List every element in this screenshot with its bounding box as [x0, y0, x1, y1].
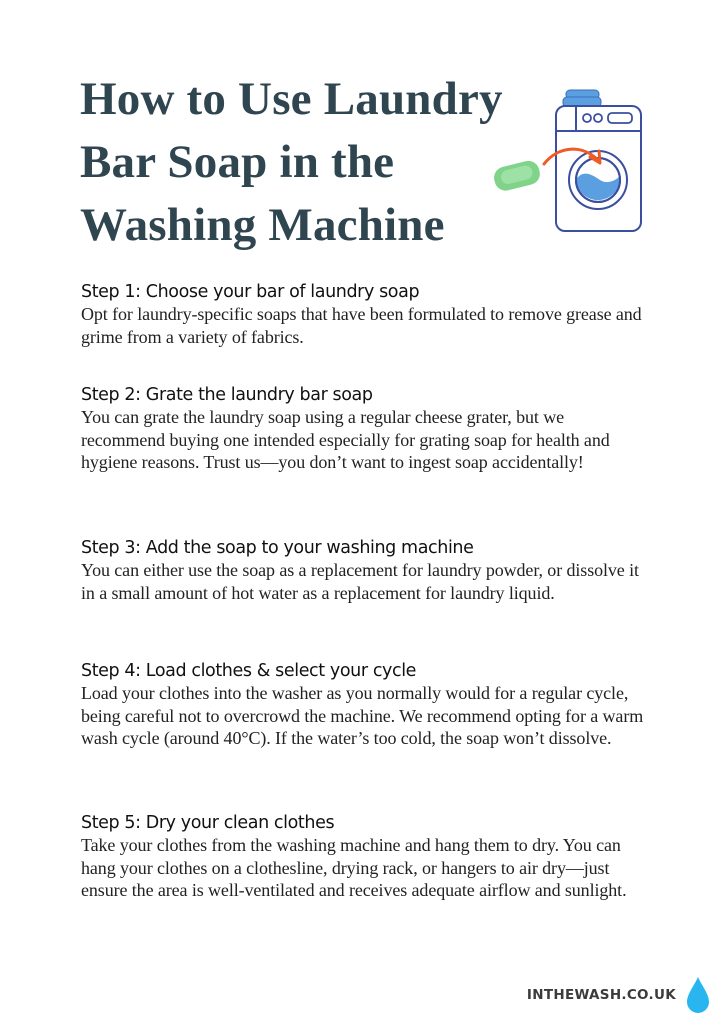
step-4: [81, 660, 651, 750]
step-2: [81, 384, 651, 474]
title-line-2: Bar Soap in the: [80, 136, 395, 188]
water-drop-icon: [686, 976, 710, 1014]
title-line-1: How to Use Laundry: [80, 73, 503, 125]
title-line-3: Washing Machine: [80, 199, 445, 251]
washing-machine-illustration: [486, 84, 646, 236]
step-2-heading: Step 2: Grate the laundry bar soap: [81, 385, 373, 405]
footer-branding: [527, 976, 710, 1014]
step-5-body: Take your clothes from the washing machine and hang them to dry. You can hang your clothes on a clothesline, drying rack, or hangers to air dry—just ensure the area is well-ventilated and receives adequate airflow and sunlight.: [81, 835, 627, 900]
step-3: [81, 537, 651, 604]
step-1-body: Opt for laundry-specific soaps that have been formulated to remove grease and grime from a variety of fabrics.: [81, 304, 642, 347]
step-4-body: Load your clothes into the washer as you normally would for a regular cycle, being careful not to overcrowd the machine. We recommend opting for a warm wash cycle (around 40°C). If the water’s too cold, the soap won’t dissolve.: [81, 683, 644, 748]
step-4-heading: Step 4: Load clothes & select your cycle: [81, 661, 417, 681]
brand-link[interactable]: INTHEWASH.CO.UK: [526, 987, 676, 1003]
step-2-body: You can grate the laundry soap using a regular cheese grater, but we recommend buying one intended especially for grating soap for health and hygiene reasons. Trust us—you don’t want to ingest soap accidentally!: [81, 407, 610, 472]
step-3-body: You can either use the soap as a replacement for laundry powder, or dissolve it in a small amount of hot water as a replacement for laundry liquid.: [81, 560, 639, 603]
step-5-heading: Step 5: Dry your clean clothes: [81, 813, 335, 833]
washing-machine-with-soap-icon: [486, 84, 646, 236]
step-5: [81, 812, 651, 902]
page-title: [80, 68, 520, 257]
step-1-heading: Step 1: Choose your bar of laundry soap: [81, 282, 420, 302]
step-3-heading: Step 3: Add the soap to your washing machine: [81, 538, 474, 558]
step-1: [81, 281, 651, 348]
